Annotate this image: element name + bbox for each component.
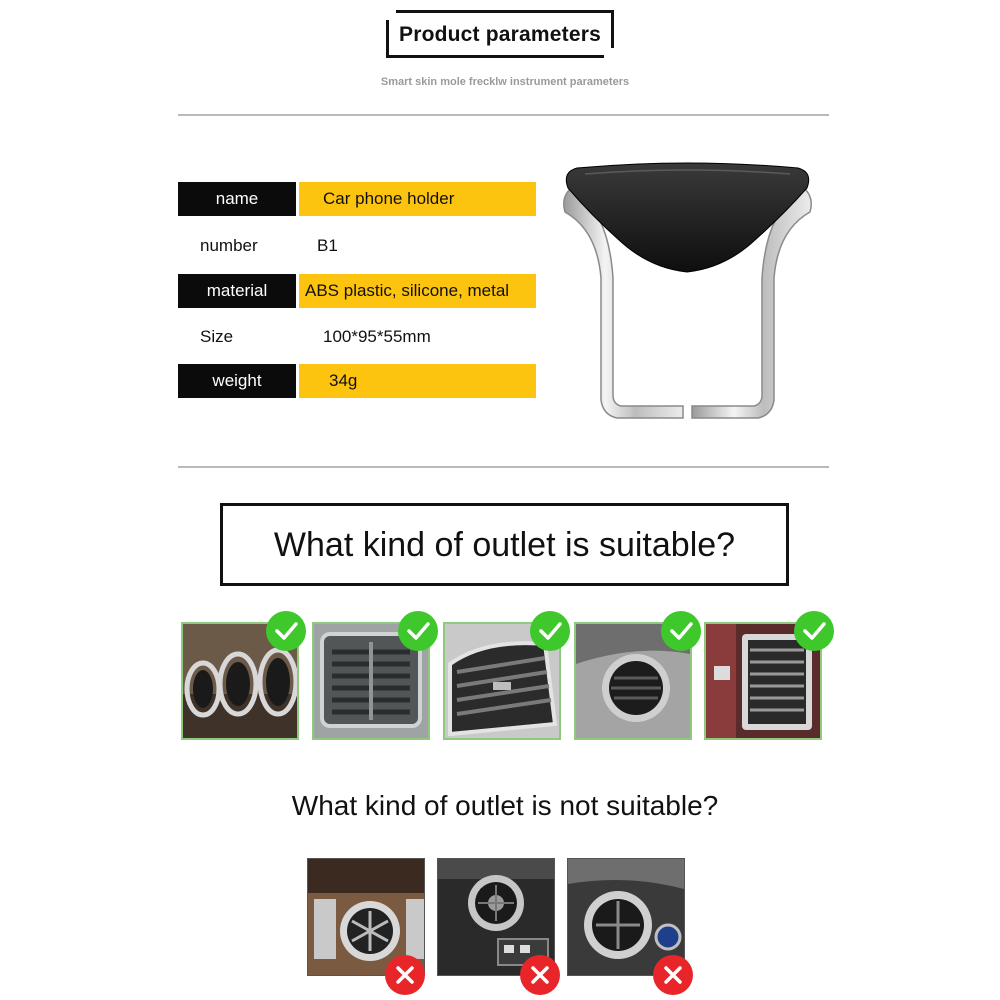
check-icon [794, 611, 834, 651]
cross-icon [520, 955, 560, 995]
check-badge [530, 611, 570, 651]
phone-holder-illustration [555, 160, 820, 422]
suitable-question: What kind of outlet is suitable? [273, 526, 736, 564]
check-icon [266, 611, 306, 651]
param-key: Size [200, 327, 234, 346]
param-key: number [200, 236, 258, 255]
check-badge [398, 611, 438, 651]
param-row-name [178, 182, 536, 216]
page-title: Product parameters [398, 23, 601, 46]
product-image [555, 160, 820, 422]
param-key: material [178, 274, 296, 308]
divider-top [178, 114, 829, 116]
param-key: name [178, 182, 296, 216]
page-subtitle: Smart skin mole frecklw instrument parameters [380, 76, 630, 88]
title-box [386, 10, 614, 58]
divider-middle [178, 466, 829, 468]
param-row-number [178, 229, 536, 263]
check-icon [530, 611, 570, 651]
param-value: B1 [317, 236, 338, 255]
cross-badge [653, 955, 693, 995]
param-value: ABS plastic, silicone, metal [299, 274, 536, 308]
cross-badge [385, 955, 425, 995]
param-value: Car phone holder [299, 182, 536, 216]
not-suitable-question: What kind of outlet is not suitable? [291, 790, 719, 821]
check-badge [794, 611, 834, 651]
check-icon [661, 611, 701, 651]
param-value: 34g [299, 364, 536, 398]
check-badge [661, 611, 701, 651]
param-row-size [178, 320, 536, 354]
check-badge [266, 611, 306, 651]
check-icon [398, 611, 438, 651]
cross-badge [520, 955, 560, 995]
param-row-weight [178, 364, 536, 398]
cross-icon [385, 955, 425, 995]
suitable-question-box [220, 503, 789, 586]
cross-icon [653, 955, 693, 995]
param-row-material [178, 274, 536, 308]
param-key: weight [178, 364, 296, 398]
param-value: 100*95*55mm [323, 327, 431, 346]
